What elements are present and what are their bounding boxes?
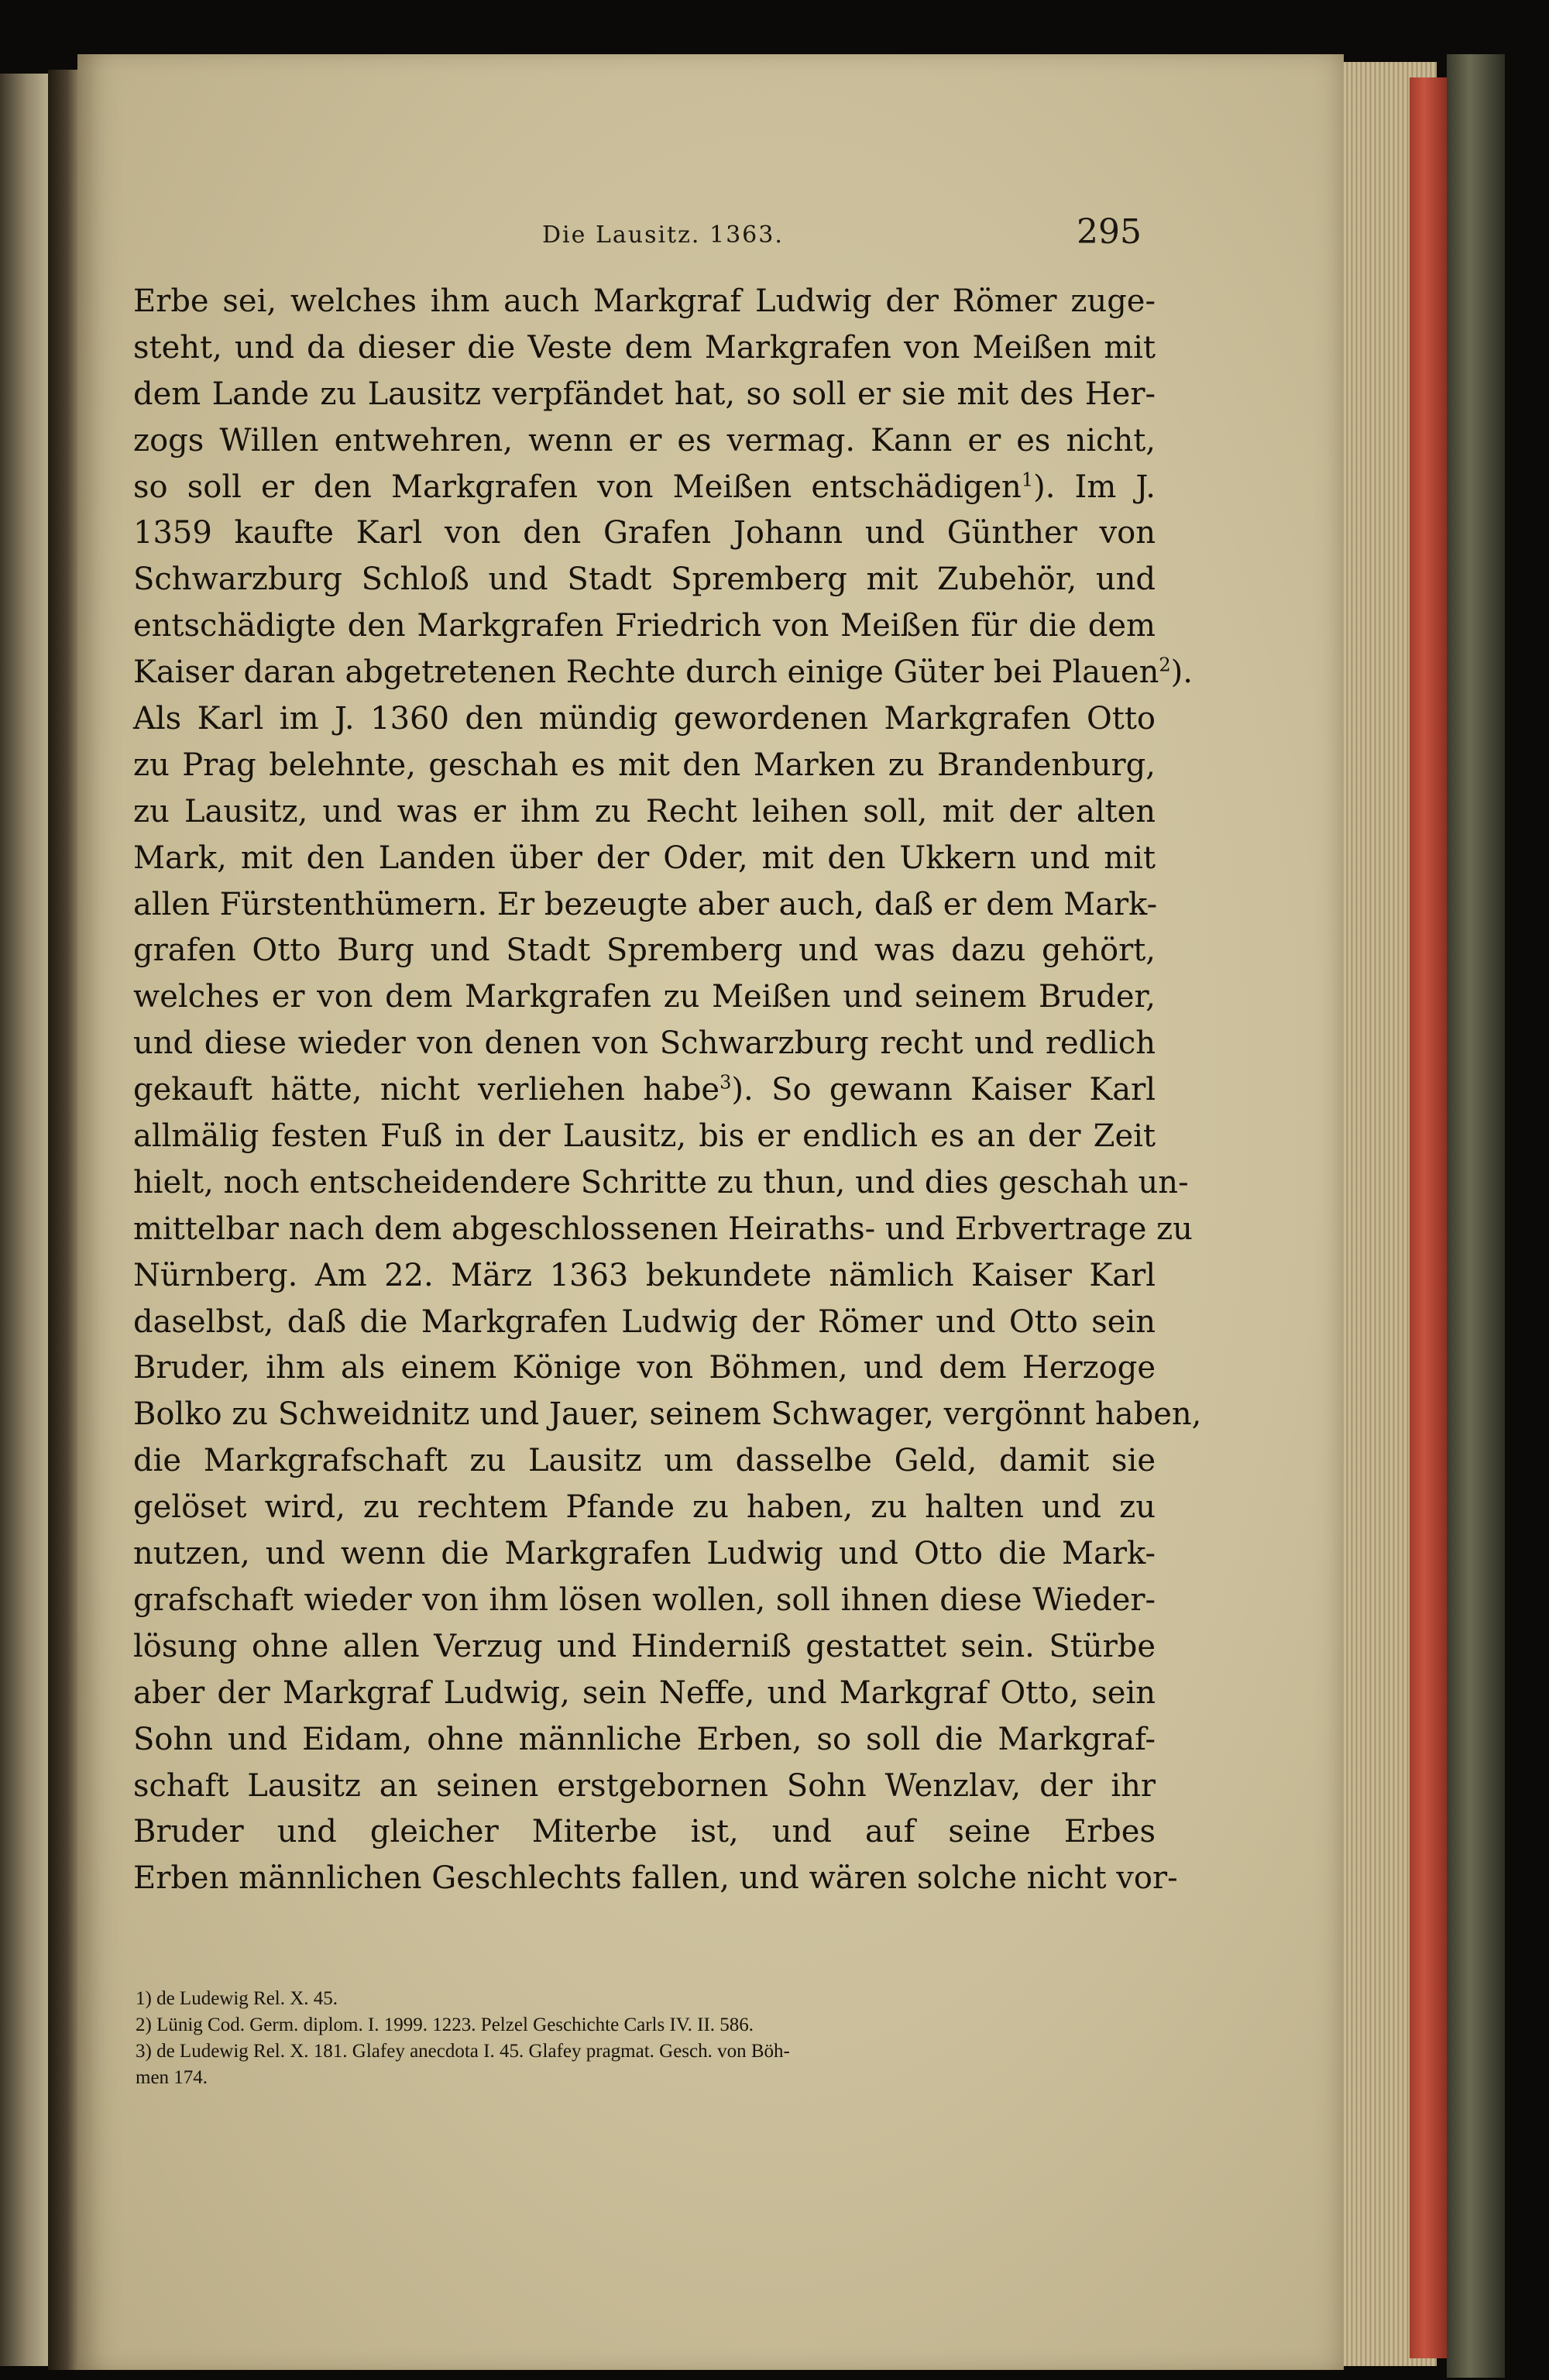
- text-line: hielt, noch entscheidendere Schritte zu thun, und dies geschah un-: [133, 1164, 1189, 1200]
- footnote-marker: 2: [1159, 654, 1171, 676]
- text-line: und diese wieder von denen von Schwarzburg recht und redlich: [133, 1025, 1156, 1062]
- text-line: grafen Otto Burg und Stadt Spremberg und was dazu gehört,: [133, 932, 1156, 969]
- text-line: schaft Lausitz an seinen erstgebornen Sohn Wenzlav, der ihr: [133, 1767, 1156, 1804]
- text-line: Als Karl im J. 1360 den mündig gewordenen Markgrafen Otto: [133, 701, 1156, 737]
- text-line: welches er von dem Markgrafen zu Meißen und seinem Bruder,: [133, 979, 1156, 1015]
- running-head: Die Lausitz. 1363.: [542, 222, 784, 249]
- text-line: [133, 1067, 1156, 1114]
- footnote-marker: 3: [720, 1071, 732, 1094]
- text-line: Bolko zu Schweidnitz und Jauer, seinem Schwager, vergönnt haben,: [133, 1396, 1202, 1433]
- text-line: mittelbar nach dem abgeschlossenen Heiraths- und Erbvertrage zu: [133, 1211, 1193, 1247]
- footnote: men 174.: [136, 2067, 208, 2088]
- text-span: gekauft hätte, nicht verliehen habe: [133, 1072, 720, 1108]
- text-line: 1359 kaufte Karl von den Grafen Johann und Günther von: [133, 515, 1156, 551]
- text-line: Schwarzburg Schloß und Stadt Spremberg mit Zubehör, und: [133, 562, 1156, 598]
- footnote: 2) Lünig Cod. Germ. diplom. I. 1999. 1223. Pelzel Geschichte Carls IV. II. 586.: [136, 2014, 754, 2035]
- book-gutter: [48, 70, 79, 2370]
- text-line: zu Prag belehnte, geschah es mit den Marken zu Brandenburg,: [133, 747, 1156, 783]
- footnote: 1) de Ludewig Rel. X. 45.: [136, 1988, 338, 2009]
- page-number: 295: [1077, 212, 1142, 252]
- text-span: so soll er den Markgrafen von Meißen entschädigen: [133, 469, 1022, 505]
- text-line: dem Lande zu Lausitz verpfändet hat, so soll er sie mit des Her-: [133, 376, 1156, 412]
- text-line: gelöset wird, zu rechtem Pfande zu haben, zu halten und zu: [133, 1489, 1156, 1526]
- text-line: entschädigte den Markgrafen Friedrich von Meißen für die dem: [133, 608, 1156, 644]
- text-line: allen Fürstenthümern. Er bezeugte aber auch, daß er dem Mark-: [133, 886, 1158, 922]
- text-line: [133, 465, 1156, 511]
- text-line: Erben männlichen Geschlechts fallen, und wären solche nicht vor-: [133, 1860, 1178, 1897]
- text-line: daselbst, daß die Markgrafen Ludwig der Römer und Otto sein: [133, 1303, 1156, 1340]
- text-line: nutzen, und wenn die Markgrafen Ludwig und Otto die Mark-: [133, 1536, 1156, 1572]
- book-cover-edge: [1447, 54, 1505, 2378]
- text-line: Bruder und gleicher Miterbe ist, und auf seine Erbes: [133, 1814, 1156, 1850]
- text-line: aber der Markgraf Ludwig, sein Neffe, und Markgraf Otto, sein: [133, 1674, 1156, 1711]
- body-text: [133, 279, 1202, 1902]
- text-line: Bruder, ihm als einem Könige von Böhmen, und dem Herzoge: [133, 1350, 1156, 1386]
- footnotes: [136, 1986, 1158, 2091]
- text-line: zogs Willen entwehren, wenn er es vermag. Kann er es nicht,: [133, 422, 1156, 458]
- footnote-marker: 1: [1021, 469, 1034, 491]
- text-span: Kaiser daran abgetretenen Rechte durch einige Güter bei Plauen: [133, 654, 1159, 691]
- text-line: [133, 650, 1193, 696]
- red-page-edge: [1410, 77, 1447, 2358]
- text-line: allmälig festen Fuß in der Lausitz, bis er endlich es an der Zeit: [133, 1118, 1156, 1155]
- text-line: Mark, mit den Landen über der Oder, mit den Ukkern und mit: [133, 840, 1156, 876]
- text-line: grafschaft wieder von ihm lösen wollen, soll ihnen diese Wieder-: [133, 1582, 1156, 1618]
- text-line: Sohn und Eidam, ohne männliche Erben, so soll die Markgraf-: [133, 1721, 1156, 1757]
- text-line: Nürnberg. Am 22. März 1363 bekundete nämlich Kaiser Karl: [133, 1257, 1156, 1293]
- text-span: ). So gewann Kaiser Karl: [731, 1072, 1156, 1108]
- left-page-edge: [0, 74, 48, 2366]
- text-line: steht, und da dieser die Veste dem Markgrafen von Meißen mit: [133, 329, 1156, 366]
- text-line: die Markgrafschaft zu Lausitz um dasselbe Geld, damit sie: [133, 1443, 1156, 1479]
- text-span: ).: [1170, 654, 1193, 691]
- text-line: Erbe sei, welches ihm auch Markgraf Ludwig der Römer zuge-: [133, 283, 1156, 319]
- text-line: lösung ohne allen Verzug und Hinderniß gestattet sein. Stürbe: [133, 1628, 1156, 1664]
- text-span: ). Im J.: [1033, 469, 1156, 505]
- text-line: zu Lausitz, und was er ihm zu Recht leihen soll, mit der alten: [133, 793, 1156, 829]
- footnote: 3) de Ludewig Rel. X. 181. Glafey anecdota I. 45. Glafey pragmat. Gesch. von Böh-: [136, 2041, 790, 2062]
